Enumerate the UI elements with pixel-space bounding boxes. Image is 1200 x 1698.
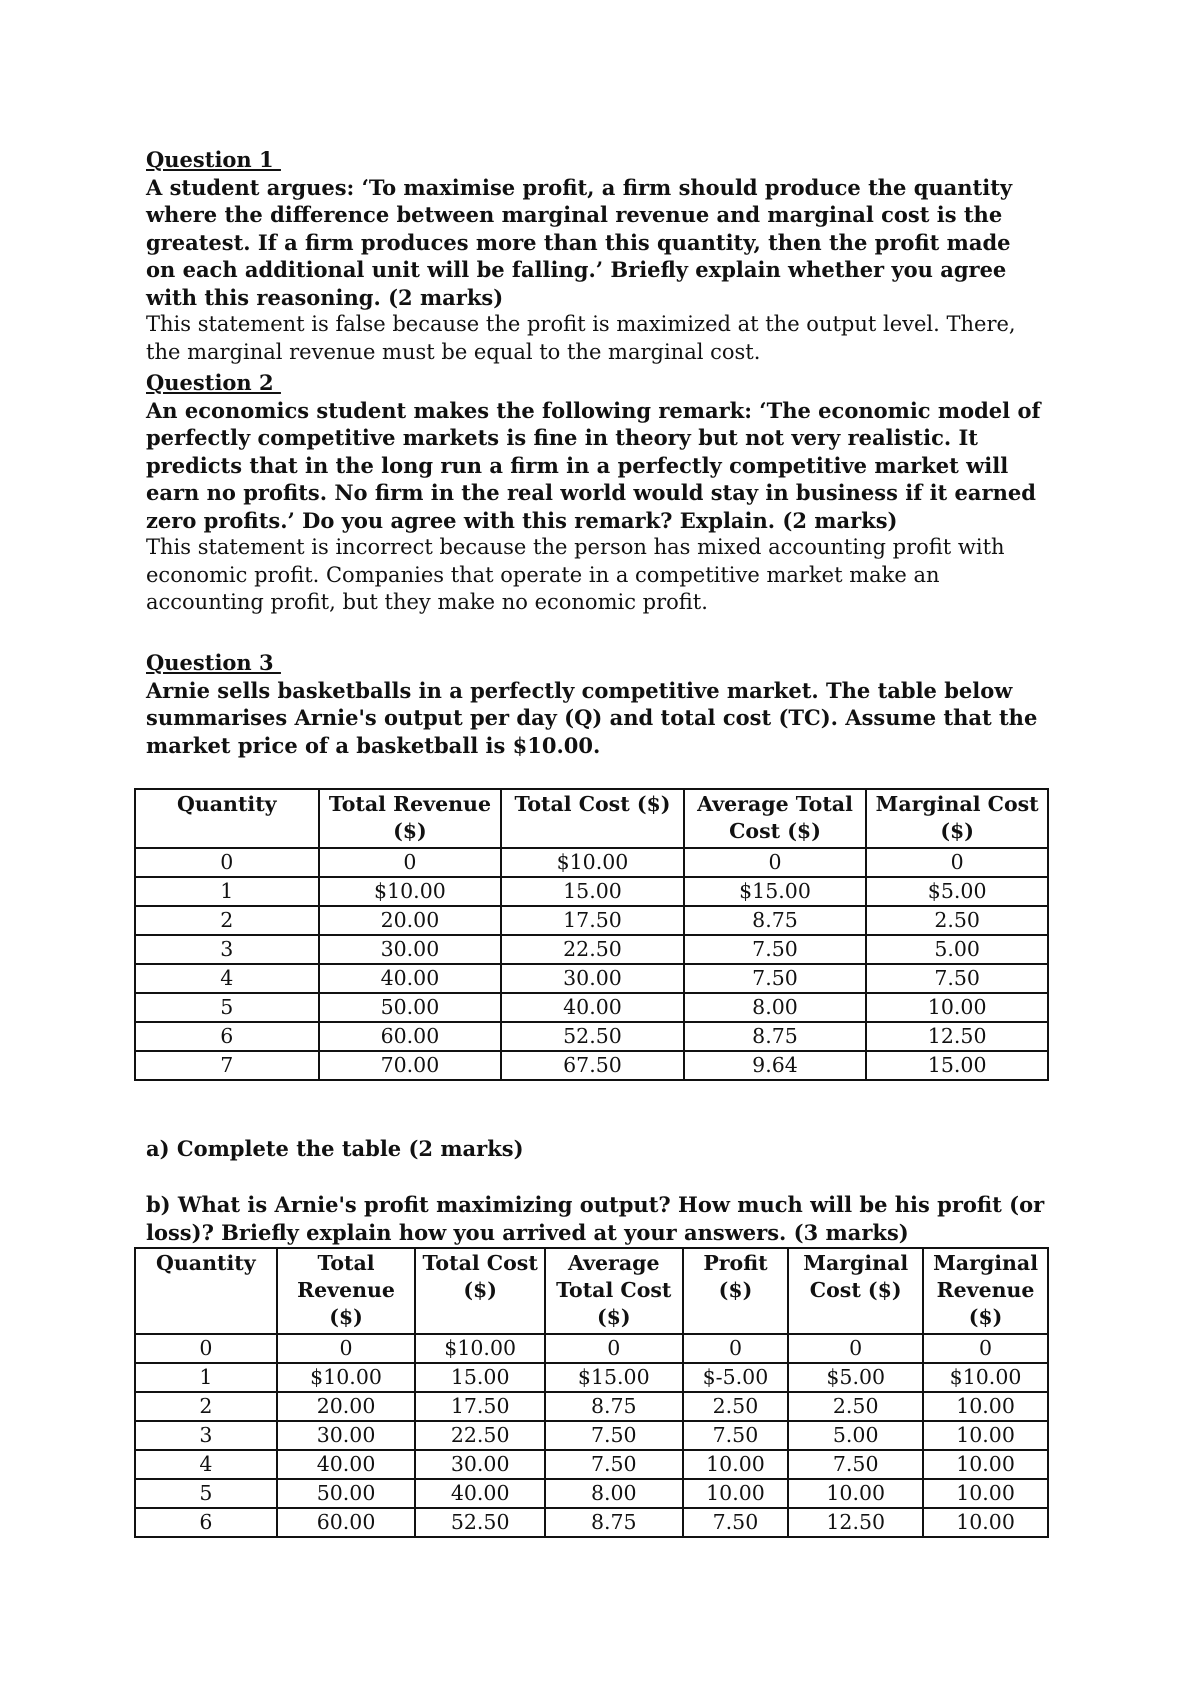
- table-cell: 60.00: [319, 1022, 502, 1051]
- table-row: [135, 1421, 1048, 1450]
- table-cell: $10.00: [923, 1363, 1048, 1392]
- table-cell: 4: [135, 964, 319, 993]
- table-cell: 15.00: [415, 1363, 545, 1392]
- table-row: [135, 1479, 1048, 1508]
- table-cell: 40.00: [277, 1450, 416, 1479]
- question-2-heading: Question 2: [146, 370, 281, 395]
- table-row: [135, 848, 1048, 877]
- table-row: [135, 993, 1048, 1022]
- table-cell: 2: [135, 906, 319, 935]
- table-cell: 20.00: [319, 906, 502, 935]
- cost-table: [134, 788, 1049, 1081]
- table-row: [135, 1022, 1048, 1051]
- table-cell: $10.00: [501, 848, 684, 877]
- table-cell: 8.75: [545, 1508, 683, 1537]
- table-cell: 15.00: [866, 1051, 1048, 1080]
- column-header: Profit ($): [683, 1248, 789, 1334]
- question-3: [146, 649, 1046, 759]
- profit-table: [134, 1247, 1049, 1538]
- table-row: [135, 1363, 1048, 1392]
- table-cell: 10.00: [923, 1479, 1048, 1508]
- column-header: Total Revenue ($): [319, 789, 502, 848]
- table-cell: 10.00: [683, 1479, 789, 1508]
- table-cell: 40.00: [415, 1479, 545, 1508]
- table-cell: 7.50: [866, 964, 1048, 993]
- table-cell: 8.75: [545, 1392, 683, 1421]
- table-cell: 4: [135, 1450, 277, 1479]
- table-cell: 40.00: [319, 964, 502, 993]
- table-cell: 20.00: [277, 1392, 416, 1421]
- table-cell: 17.50: [415, 1392, 545, 1421]
- table-cell: 10.00: [923, 1392, 1048, 1421]
- table-cell: 50.00: [277, 1479, 416, 1508]
- table-cell: 52.50: [501, 1022, 684, 1051]
- table-cell: 0: [545, 1334, 683, 1363]
- table-header-row: [135, 789, 1048, 848]
- question-1-prompt: A student argues: ‘To maximise profit, a firm should produce the quantity where the difference between marginal revenue and marginal cost is the greatest. If a firm produces more than this quantity, then the profit made on each additional unit will be falling.’ Briefly explain whether you agree with this reasoning. (2 marks): [146, 174, 1013, 310]
- table-row: [135, 964, 1048, 993]
- column-header: Total Cost ($): [415, 1248, 545, 1334]
- table-cell: 7.50: [684, 935, 867, 964]
- part-b: b) What is Arnie's profit maximizing output? How much will be his profit (or loss)? Briefly explain how you arrived at your answers. (3 marks): [146, 1192, 1045, 1245]
- table-cell: 22.50: [501, 935, 684, 964]
- table-cell: 6: [135, 1508, 277, 1537]
- column-header: Total Revenue ($): [277, 1248, 416, 1334]
- column-header: Total Cost ($): [501, 789, 684, 848]
- table-cell: 1: [135, 1363, 277, 1392]
- table-cell: 10.00: [683, 1450, 789, 1479]
- table-cell: 0: [788, 1334, 923, 1363]
- table-cell: 10.00: [788, 1479, 923, 1508]
- table-cell: 0: [683, 1334, 789, 1363]
- table-row: [135, 1450, 1048, 1479]
- table-cell: $10.00: [415, 1334, 545, 1363]
- column-header: Average Total Cost ($): [684, 789, 867, 848]
- table-cell: 30.00: [501, 964, 684, 993]
- table-cell: 3: [135, 1421, 277, 1450]
- table-row: [135, 1051, 1048, 1080]
- cost-table-body: [135, 848, 1048, 1080]
- table-cell: 2.50: [866, 906, 1048, 935]
- table-cell: 7: [135, 1051, 319, 1080]
- table-cell: 22.50: [415, 1421, 545, 1450]
- table-cell: 0: [135, 848, 319, 877]
- table-cell: 15.00: [501, 877, 684, 906]
- table-cell: 6: [135, 1022, 319, 1051]
- table-cell: 7.50: [683, 1508, 789, 1537]
- table-cell: 8.00: [545, 1479, 683, 1508]
- table-cell: $15.00: [684, 877, 867, 906]
- question-2-answer: This statement is incorrect because the person has mixed accounting profit with economic profit. Companies that operate in a competitive market make an accounting profit, but they make no economic profit.: [146, 535, 1005, 614]
- question-1: [146, 146, 1046, 366]
- table-row: [135, 877, 1048, 906]
- table-cell: 0: [923, 1334, 1048, 1363]
- table-cell: 50.00: [319, 993, 502, 1022]
- table-cell: 8.75: [684, 906, 867, 935]
- question-2-prompt: An economics student makes the following remark: ‘The economic model of perfectly competitive markets is fine in theory but not very realistic. It predicts that in the long run a firm in a perfectly competitive market will earn no profits. No firm in the real world would stay in business if it earned zero profits.’ Do you agree with this remark? Explain. (2 marks): [146, 397, 1041, 533]
- table-cell: 10.00: [923, 1508, 1048, 1537]
- table-row: [135, 906, 1048, 935]
- table-cell: 70.00: [319, 1051, 502, 1080]
- table-cell: 0: [135, 1334, 277, 1363]
- table-cell: 67.50: [501, 1051, 684, 1080]
- question-1-heading: Question 1: [146, 147, 281, 172]
- table-cell: $5.00: [788, 1363, 923, 1392]
- table-row: [135, 1392, 1048, 1421]
- table-cell: $15.00: [545, 1363, 683, 1392]
- table-cell: 2.50: [788, 1392, 923, 1421]
- table-cell: 7.50: [545, 1421, 683, 1450]
- table-cell: 2.50: [683, 1392, 789, 1421]
- table-cell: 5: [135, 993, 319, 1022]
- table-cell: $10.00: [277, 1363, 416, 1392]
- table-row: [135, 935, 1048, 964]
- table-cell: 7.50: [683, 1421, 789, 1450]
- table-cell: 9.64: [684, 1051, 867, 1080]
- table-cell: 10.00: [923, 1450, 1048, 1479]
- column-header: Quantity: [135, 789, 319, 848]
- table-cell: 40.00: [501, 993, 684, 1022]
- table-cell: 17.50: [501, 906, 684, 935]
- table-cell: 7.50: [788, 1450, 923, 1479]
- question-3-heading: Question 3: [146, 650, 281, 675]
- table-cell: $-5.00: [683, 1363, 789, 1392]
- table-cell: 3: [135, 935, 319, 964]
- table-row: [135, 1334, 1048, 1363]
- table-cell: 30.00: [415, 1450, 545, 1479]
- question-2: [146, 369, 1046, 617]
- table-cell: 5.00: [866, 935, 1048, 964]
- table-cell: 60.00: [277, 1508, 416, 1537]
- table-cell: 30.00: [277, 1421, 416, 1450]
- table-cell: 8.00: [684, 993, 867, 1022]
- table-cell: 30.00: [319, 935, 502, 964]
- table-cell: 12.50: [788, 1508, 923, 1537]
- table-cell: 7.50: [684, 964, 867, 993]
- table-cell: 0: [866, 848, 1048, 877]
- table-cell: 52.50: [415, 1508, 545, 1537]
- column-header: Average Total Cost ($): [545, 1248, 683, 1334]
- table-cell: 0: [277, 1334, 416, 1363]
- table-cell: 2: [135, 1392, 277, 1421]
- profit-table-body: [135, 1334, 1048, 1537]
- table-cell: 5: [135, 1479, 277, 1508]
- column-header: Marginal Cost ($): [866, 789, 1048, 848]
- table-cell: 0: [319, 848, 502, 877]
- table-cell: 10.00: [866, 993, 1048, 1022]
- part-a: a) Complete the table (2 marks): [146, 1136, 524, 1161]
- table-cell: 1: [135, 877, 319, 906]
- table-cell: 8.75: [684, 1022, 867, 1051]
- table-header-row: [135, 1248, 1048, 1334]
- question-1-answer: This statement is false because the profit is maximized at the output level. There, the marginal revenue must be equal to the marginal cost.: [146, 312, 1016, 364]
- table-cell: 12.50: [866, 1022, 1048, 1051]
- question-3-prompt: Arnie sells basketballs in a perfectly competitive market. The table below summarises Arnie's output per day (Q) and total cost (TC). Assume that the market price of a basketball is $10.00.: [146, 677, 1038, 758]
- table-cell: $10.00: [319, 877, 502, 906]
- table-cell: 0: [684, 848, 867, 877]
- table-cell: $5.00: [866, 877, 1048, 906]
- table-cell: 7.50: [545, 1450, 683, 1479]
- table-cell: 10.00: [923, 1421, 1048, 1450]
- column-header: Marginal Cost ($): [788, 1248, 923, 1334]
- column-header: Quantity: [135, 1248, 277, 1334]
- table-row: [135, 1508, 1048, 1537]
- column-header: Marginal Revenue ($): [923, 1248, 1048, 1334]
- table-cell: 5.00: [788, 1421, 923, 1450]
